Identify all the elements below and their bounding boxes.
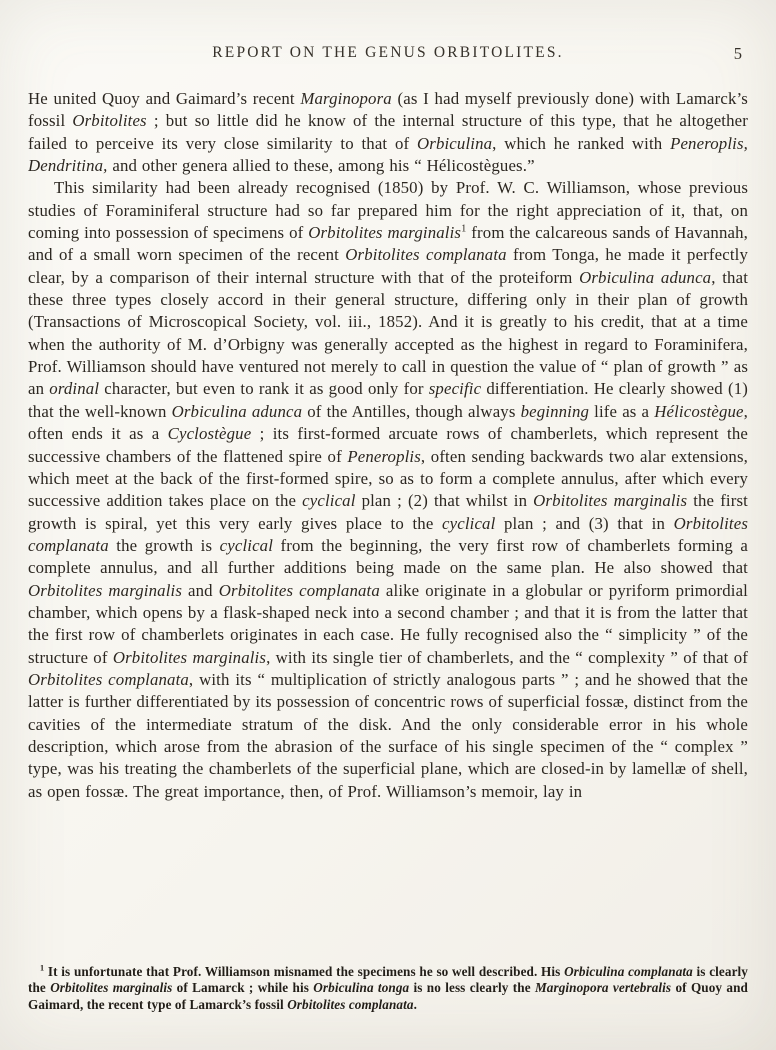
text-run: , with its single tier of chamberlets, and the “ complexity ” of that of bbox=[266, 647, 748, 667]
italic-text-run: Orbitolites bbox=[72, 111, 147, 131]
paragraph bbox=[28, 177, 748, 803]
text-run: of Lamarck ; while his bbox=[172, 980, 314, 996]
italic-text-run: Peneroplis, Dendritina, bbox=[28, 133, 748, 176]
italic-text-run: Orbiculina complanata bbox=[564, 963, 693, 979]
text-run: alike originate in a globular or pyriform primordial chamber, which opens by a flask-shaped neck into a second chamber ; and that it is from the latter that the first row of chamberlets originates in each case. He fully recognised also the “ simplicity ” of the structure of bbox=[28, 580, 748, 667]
italic-text-run: Orbitolites complanata bbox=[218, 580, 380, 600]
text-run: This similarity had been already recognised (1850) by Prof. W. C. Williamson, whose previous studies of Foraminiferal structure had so far prepared him for the right appreciation of it, that, on coming into possession of specimens of bbox=[28, 178, 748, 243]
italic-text-run: Orbitolites marginalis bbox=[50, 980, 173, 996]
italic-text-run: Hélicostègue bbox=[654, 401, 744, 421]
body-text bbox=[28, 88, 748, 944]
italic-text-run: Orbitolites complanata bbox=[28, 513, 748, 555]
italic-text-run: cyclical bbox=[442, 513, 496, 533]
text-run: from the calcareous sands of Havannah, and of a small worn specimen of the recent bbox=[28, 223, 748, 265]
text-run: the first growth is spiral, yet this very early gives place to the bbox=[28, 491, 748, 533]
paragraph bbox=[28, 88, 748, 177]
italic-text-run: Orbitolites complanata bbox=[345, 245, 507, 265]
italic-text-run: Orbitolites marginalis bbox=[28, 580, 183, 600]
text-run: , often ends it as a bbox=[28, 401, 748, 444]
italic-text-run: Orbiculina adunca bbox=[579, 267, 712, 287]
italic-text-run: cyclical bbox=[302, 491, 356, 511]
text-run: plan ; and (3) that in bbox=[495, 513, 674, 533]
text-run: differentiation. He clearly showed (1) that the well-known bbox=[28, 379, 748, 421]
italic-text-run: Cyclostègue bbox=[167, 424, 252, 444]
italic-text-run: Peneroplis bbox=[347, 446, 421, 466]
footnote bbox=[28, 964, 748, 1014]
italic-text-run: Orbiculina adunca bbox=[171, 401, 303, 421]
text-run: . bbox=[413, 997, 417, 1013]
footnote-marker: 1 bbox=[461, 223, 467, 235]
text-run: ; but so little did he know of the internal structure of this type, that he altogether failed to perceive its very close similarity to that of bbox=[28, 111, 748, 153]
text-run: from Tonga, he made it perfectly clear, by a comparison of their internal structure with that of the proteiform bbox=[28, 245, 748, 287]
text-run: It is unfortunate that Prof. Williamson misnamed the specimens he so well described. His bbox=[44, 963, 565, 979]
text-run: and other genera allied to these, among his “ Hélicostègues.” bbox=[107, 156, 535, 176]
italic-text-run: Marginopora vertebralis bbox=[534, 980, 672, 996]
text-run: (as I had myself previously done) with Lamarck’s fossil bbox=[28, 89, 748, 131]
italic-text-run: cyclical bbox=[219, 535, 274, 555]
text-run: ; its first-formed arcuate rows of chamberlets, which represent the successive chambers of the flattened spire of bbox=[28, 424, 748, 466]
italic-text-run: Orbitolites marginalis bbox=[112, 647, 267, 667]
text-run: from the beginning, the very first row of chamberlets forming a complete annulus, and all further additions being made on the same plan. He also showed that bbox=[28, 535, 748, 578]
running-title: REPORT ON THE GENUS ORBITOLITES. bbox=[212, 44, 564, 61]
text-run: is clearly the bbox=[28, 963, 748, 996]
text-run: is no less clearly the bbox=[409, 980, 535, 996]
page-header bbox=[28, 44, 748, 66]
text-run: the growth is bbox=[108, 535, 220, 555]
italic-text-run: Orbitolites marginalis bbox=[308, 223, 462, 243]
italic-text-run: Marginopora bbox=[300, 89, 392, 108]
italic-text-run: Orbiculina bbox=[417, 133, 493, 153]
footnote-marker: 1 bbox=[40, 963, 45, 973]
text-run: , which he ranked with bbox=[492, 133, 671, 153]
text-run: plan ; (2) that whilst in bbox=[355, 491, 534, 511]
text-run: and bbox=[182, 580, 219, 600]
text-run: life as a bbox=[589, 401, 655, 421]
text-run: , often sending backwards two alar extensions, which meet at the back of the first-formed spire, so as to form a complete annulus, after which every successive addition takes place on the bbox=[28, 446, 748, 511]
italic-text-run: Orbitolites marginalis bbox=[533, 491, 688, 511]
text-run: of the Antilles, though always bbox=[302, 401, 521, 421]
italic-text-run: beginning bbox=[520, 401, 590, 421]
italic-text-run: Orbitolites complanata bbox=[28, 669, 189, 689]
text-run: , with its “ multiplication of strictly analogous parts ” ; and he showed that the latter is further differentiated by its possession of concentric rows of superficial fossæ, distinct from the cavities of the intermediate stratum of the disk. And the only considerable error in his whole description, which arose from the abrasion of the surface of his single specimen of the “ complex ” type, was his treating the chamberlets of the superficial plane, which are closed-in by lamellæ of shell, as open fossæ. The great importance, then, of Prof. Williamson’s memoir, lay in bbox=[28, 669, 748, 801]
italic-text-run: specific bbox=[428, 379, 482, 399]
text-run: character, but even to rank it as good only for bbox=[99, 379, 429, 399]
text-run: of Quoy and Gaimard, the recent type of Lamarck’s fossil bbox=[28, 980, 748, 1013]
text-run: He united Quoy and Gaimard’s recent bbox=[28, 89, 301, 108]
page-number: 5 bbox=[733, 44, 742, 63]
text-run: , that these three types closely accord in their general structure, differing only in their plan of growth (Transactions of Microscopical Society, vol. iii., 1852). And it is greatly to his credit, that at a time when the authority of M. d’Orbigny was generally accepted as the highest in regard to Foraminifera, Prof. Williamson should have ventured not merely to call in question the value of “ plan of growth ” as an bbox=[28, 267, 748, 399]
italic-text-run: Orbiculina tonga bbox=[313, 980, 410, 996]
italic-text-run: ordinal bbox=[49, 379, 100, 399]
italic-text-run: Orbitolites complanata bbox=[287, 997, 414, 1013]
